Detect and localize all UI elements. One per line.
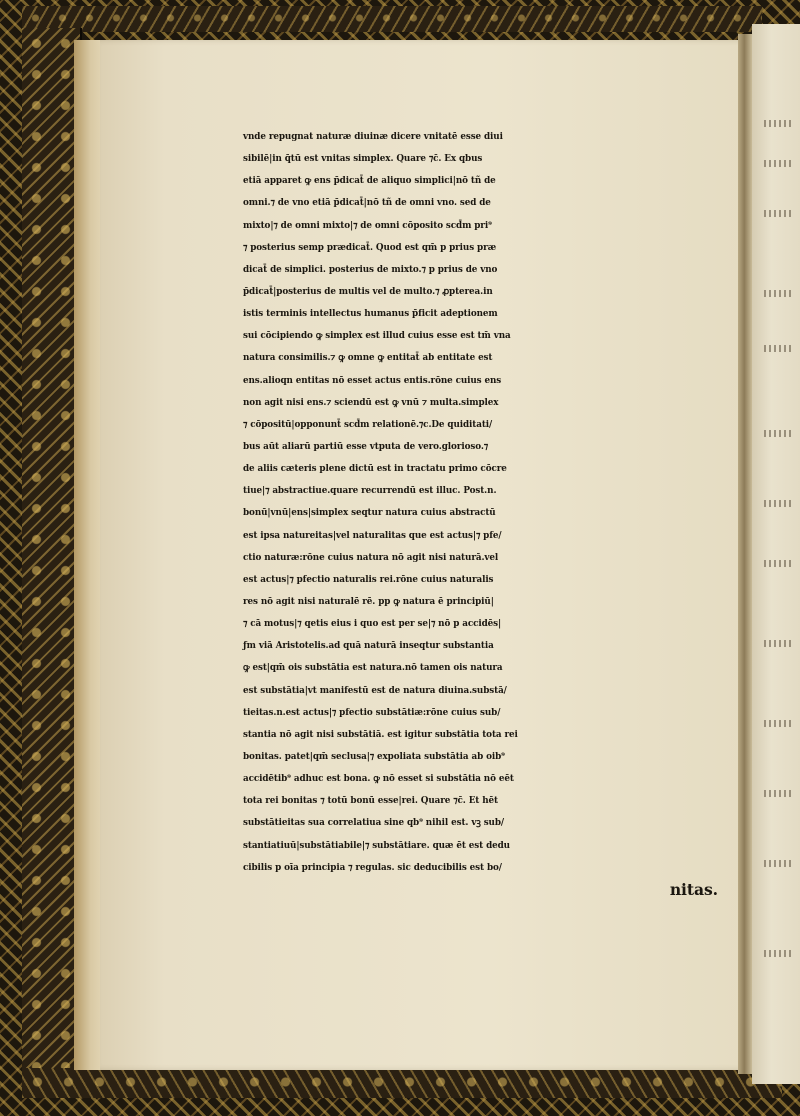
text-line: ƒm viā Aristotelis.ad quā naturā inseqtur substantia [243, 641, 494, 652]
facing-page-bleed-text [764, 430, 794, 437]
text-line: stantiatiuū|substātiabile|⁊ substātiare. quæ ēt est dedu [243, 840, 510, 851]
text-line: de aliis cæteris plene dictū est in tractatu primo cōcre [243, 464, 507, 475]
text-line: bonitas. patet|qm̄ seclusa|⁊ expoliata substātia ab oib⁹ [243, 751, 505, 762]
facing-page-bleed-text [764, 720, 794, 727]
text-line: natura consimilis.⁊ ꝙ omne ꝙ entitat̄ ab entitate est [243, 353, 493, 364]
text-line: mixto|⁊ de omni mixto|⁊ de omni cōposito scd̄m pri⁹ [243, 220, 492, 231]
text-line: etiā apparet ꝙ ens p̄dicat̄ de aliquo simplici|nō tñ de [243, 176, 496, 187]
text-line: accidētib⁹ adhuc est bona. ꝙ nō esset si substātia nō eēt [243, 774, 514, 785]
facing-page-bleed-text [764, 500, 794, 507]
decorative-binding-top [22, 6, 762, 32]
facing-page-bleed-text [764, 640, 794, 647]
text-line: ctio naturæ:rōne cuius natura nō agit nisi naturā.vel [243, 552, 499, 563]
text-line: bonū|vnū|ens|simplex seqtur natura cuius abstractū [243, 508, 496, 519]
text-line: istis terminis intellectus humanus p̄ficit adeptionem [243, 309, 498, 320]
text-line: p̄dicat̄|posterius de multis vel de multo.⁊ ꝓpterea.in [243, 286, 493, 297]
text-line: tieitas.n.est actus|⁊ pfectio substātiæ:rōne cuius sub/ [243, 707, 501, 718]
text-line: ⁊ cā motus|⁊ qetis eius i quo est per se|⁊ nō p accidēs| [243, 619, 502, 630]
text-line: ⁊ posterius semp prædicat̄. Quod est qm̄ p prius præ [243, 242, 497, 253]
text-line: tota rei bonitas ⁊ totū bonū esse|rei. Quare ⁊c̄. Et hēt [243, 796, 498, 807]
text-line: sui cōcipiendo ꝙ simplex est illud cuius esse est tm̄ vna [243, 331, 511, 342]
text-line: est ipsa natureitas|vel naturalitas que est actus|⁊ pfe/ [243, 530, 502, 541]
text-line: sibilē|in q̄tū est vnitas simplex. Quare ⁊c̄. Ex qbus [243, 154, 483, 165]
text-line: non agit nisi ens.⁊ sciendū est ꝙ vnū ⁊ multa.simplex [243, 397, 499, 408]
facing-page-edge [752, 24, 800, 1084]
text-block [243, 126, 743, 901]
facing-page-bleed-text [764, 160, 794, 167]
text-line: tiue|⁊ abstractiue.quare recurrendū est illuc. Post.n. [243, 486, 497, 497]
facing-page-bleed-text [764, 790, 794, 797]
facing-page-bleed-text [764, 210, 794, 217]
text-line: bus aūt aliarū partiū esse vtputa de vero.glorioso.⁊ [243, 441, 489, 452]
facing-page-bleed-text [764, 120, 794, 127]
decorative-binding-left [22, 28, 82, 1090]
text-line: est actus|⁊ pfectio naturalis rei.rōne cuius naturalis [243, 574, 494, 585]
text-line: substātieitas sua correlatiua sine qb⁹ nihil est. vꝫ sub/ [243, 818, 505, 829]
facing-page-bleed-text [764, 560, 794, 567]
text-line: est substātia|vt manifestū est de natura diuina.substā/ [243, 685, 507, 696]
decorative-binding-bottom [22, 1068, 782, 1098]
text-line: omni.⁊ de vno etiā p̄dicat̄|nō tñ de omni vno. sed de [243, 198, 491, 209]
text-line: vnde repugnat naturæ diuinæ dicere vnitatē esse diui [243, 132, 503, 142]
text-line: ens.alioqn entitas nō esset actus entis.rōne cuius ens [243, 375, 502, 386]
text-line: cibilis p oīa principia ⁊ regulas. sic deducibilis est bo/ [243, 862, 502, 873]
text-line: res nō agit nisi naturalē rē. pp ꝙ natura ē principiū| [243, 596, 494, 607]
text-line: dicat̄ de simplici. posterius de mixto.⁊ p prius de vno [243, 264, 498, 275]
text-line: ꝙ est|qm̄ ois substātia est natura.nō tamen ois natura [243, 663, 503, 674]
facing-page-bleed-text [764, 860, 794, 867]
facing-page-bleed-text [764, 345, 794, 352]
facing-page-bleed-text [764, 950, 794, 957]
text-line: ⁊ cōpositū|opponunt̄ scd̄m relationē.⁊c.De quiditati/ [243, 419, 493, 430]
text-line-final-word: nitas. [669, 879, 718, 899]
text-line: stantia nō agit nisi substātiā. est igitur substātia tota rei [243, 729, 518, 740]
facing-page-bleed-text [764, 290, 794, 297]
